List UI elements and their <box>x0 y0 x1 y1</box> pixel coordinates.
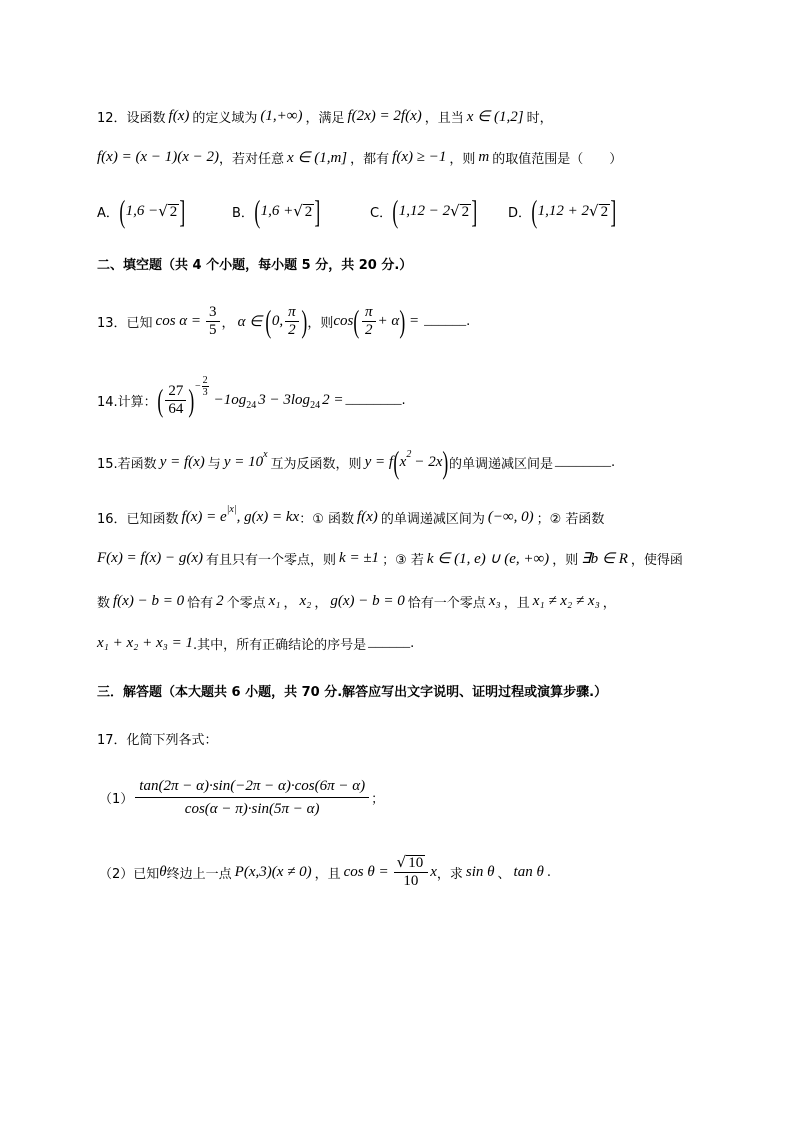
q12-option-b <box>232 191 321 231</box>
q12-math-3: f(2x) = 2f(x) <box>347 107 422 124</box>
answer-blank: ________ <box>555 454 612 469</box>
q13-end: . <box>466 313 471 329</box>
q15-math-3: y = f <box>364 453 394 470</box>
q13-text-2: ， <box>221 315 235 331</box>
q12-math-6: x ∈ (1,m] <box>287 149 348 166</box>
open-bracket: ( <box>119 193 126 229</box>
part-math-4: x <box>430 863 437 880</box>
numerator: tan(2π − α)·sin(−2π − α)·cos(6π − α) <box>135 775 369 798</box>
part-math-2: P(x,3)(x ≠ 0) <box>234 863 312 880</box>
numerator: 27 <box>165 383 186 401</box>
part-text-4: ，求 <box>436 866 463 882</box>
part-math-6: tan θ <box>513 863 544 880</box>
fraction-pi-2 <box>362 304 376 339</box>
q12-line-2 <box>97 137 622 177</box>
q16-line-3 <box>97 581 616 621</box>
open-paren: ( <box>157 382 163 418</box>
q16-text-15: ，且 <box>503 595 530 611</box>
denominator: 2 <box>365 321 373 338</box>
q16-math-14: x₃ <box>488 592 501 609</box>
close-bracket: ] <box>179 193 186 229</box>
q13-text-3: ，则 <box>307 315 334 331</box>
radicand: 2 <box>600 203 609 220</box>
answer-blank: ______ <box>424 313 467 328</box>
q17-part-2 <box>99 852 551 892</box>
q12-math-1: f(x) <box>168 107 190 124</box>
option-body: 1,12 − 2 <box>398 202 451 219</box>
q13-text-1: 13．已知 <box>97 315 153 331</box>
open-paren: ( <box>353 303 360 339</box>
q16-text-8: ，使得函 <box>630 552 683 568</box>
q16-text-4: ；② 若函数 <box>536 511 605 527</box>
q14-line <box>97 374 406 420</box>
section-3-heading <box>97 670 607 710</box>
open-bracket: ( <box>392 193 399 229</box>
numerator: π <box>285 304 299 322</box>
fraction-27-64 <box>165 383 186 418</box>
q12-text-9: 的取值范围是（ ） <box>492 151 623 167</box>
part-end: ； <box>371 791 385 807</box>
q12-math-7: f(x) ≥ −1 <box>392 148 447 165</box>
q12-text-6: ，若对任意 <box>218 151 284 167</box>
q16-text-1: 16．已知函数 <box>97 511 179 527</box>
q15-line <box>97 442 615 482</box>
denominator: 5 <box>209 321 217 338</box>
part-text-5: 、 <box>497 866 511 882</box>
q17-part-1 <box>99 777 384 817</box>
section-3-title: 三．解答题（本大题共 6 小题，共 70 分.解答应写出文字说明、证明过程或演算步骤.） <box>97 684 608 700</box>
numerator: π <box>362 304 376 322</box>
q16-math-1: f(x) = e <box>181 508 227 525</box>
option-label: D． <box>508 205 532 221</box>
close-paren: ) <box>188 382 195 418</box>
q15-end: . <box>611 454 616 470</box>
denominator: 10 <box>403 873 419 889</box>
radicand: 10 <box>408 855 424 871</box>
section-2-heading <box>97 243 412 283</box>
sqrt <box>450 203 471 220</box>
q15-text-3: 互为反函数，则 <box>270 456 362 472</box>
part-label: （1） <box>99 791 134 807</box>
q16-text-3: 的单调递减区间为 <box>380 511 485 527</box>
q13-math-2: α ∈ <box>237 313 263 330</box>
q16-math-2: , g(x) = kx <box>236 508 300 525</box>
q14-text-1: 14.计算： <box>97 394 157 410</box>
q17-title-line <box>97 718 218 758</box>
q15-text-4: 的单调递减区间是 <box>449 456 554 472</box>
q16-math-6: k = ±1 <box>339 549 380 566</box>
q16-text-5: 有且只有一个零点，则 <box>206 552 337 568</box>
q16-math-7: k ∈ (1, e) ∪ (e, +∞) <box>426 550 550 567</box>
close-paren: ) <box>442 444 449 480</box>
close-bracket: ] <box>610 193 617 229</box>
exponent <box>195 375 210 398</box>
radicand: 2 <box>461 203 470 220</box>
option-label: A． <box>97 205 119 221</box>
q13-math-1: cos α = <box>155 312 202 329</box>
part-text-2: 终边上一点 <box>166 866 232 882</box>
radicand: 2 <box>304 203 313 220</box>
sqrt <box>158 203 179 220</box>
q12-text-2: 的定义域为 <box>192 110 258 126</box>
part-end: . <box>546 864 551 880</box>
open-paren: ( <box>393 444 400 480</box>
q16-text-13: ， <box>314 595 328 611</box>
q15-math-4: x <box>399 453 407 470</box>
log-base: 24 <box>246 399 257 411</box>
radical-sign: √ <box>450 201 460 220</box>
q12-text-8: ，则 <box>449 151 476 167</box>
log-base: 24 <box>310 399 321 411</box>
numerator: 2 <box>202 374 208 386</box>
exponent: x <box>263 448 268 460</box>
open-bracket: ( <box>531 193 538 229</box>
fraction-pi-2 <box>285 304 299 339</box>
option-label: B． <box>232 205 254 221</box>
sqrt <box>589 203 610 220</box>
q16-math-3: f(x) <box>356 508 378 525</box>
fraction-3-5 <box>206 304 220 339</box>
numerator: 3 <box>206 304 220 322</box>
radical-sign: √ <box>396 853 407 871</box>
q16-end: . <box>410 635 415 651</box>
q16-text-6: ；③ 若 <box>382 552 424 568</box>
close-bracket: ] <box>314 193 321 229</box>
q15-math-1: y = f(x) <box>159 453 205 470</box>
sqrt <box>293 203 314 220</box>
numerator <box>394 854 429 873</box>
q16-text-10: 恰有 <box>187 595 214 611</box>
part-math-1: θ <box>159 863 167 880</box>
radical-sign: √ <box>158 201 168 220</box>
trig-fraction <box>135 775 369 820</box>
answer-blank: ________ <box>345 392 402 407</box>
q17-title: 17．化简下列各式： <box>97 732 218 748</box>
part-math-3: cos θ = <box>343 863 389 880</box>
q16-text-17: .其中，所有正确结论的序号是 <box>192 637 367 653</box>
q16-line-2 <box>97 538 683 578</box>
q12-text-1: 12．设函数 <box>97 110 166 126</box>
q13-line <box>97 301 470 341</box>
q16-math-11: x₁ <box>268 592 281 609</box>
q16-math-4: (−∞, 0) <box>487 508 534 525</box>
q16-text-7: ，则 <box>552 552 579 568</box>
q16-text-12: ， <box>283 595 297 611</box>
radical-sign: √ <box>293 201 303 220</box>
option-body: 1,6 + <box>260 202 294 219</box>
q12-math-8: m <box>478 148 490 165</box>
q15-math-5: − 2x <box>414 453 443 470</box>
q14-math-3: 2 = <box>322 391 344 408</box>
answer-blank: ______ <box>368 635 411 650</box>
section-2-title: 二、填空题（共 4 个小题，每小题 5 分，共 20 分.） <box>97 257 413 273</box>
q16-text-2: ：① 函数 <box>299 511 354 527</box>
q14-math-1: −1og <box>213 391 247 408</box>
radical-sign: √ <box>589 201 599 220</box>
q16-math-13: g(x) − b = 0 <box>330 592 405 609</box>
close-paren: ) <box>301 303 307 339</box>
q16-text-9: 数 <box>97 595 111 611</box>
exponent: 2 <box>406 448 412 460</box>
q16-line-4 <box>97 623 414 663</box>
q12-math-5: f(x) = (x − 1)(x − 2) <box>97 148 219 165</box>
q16-math-9: f(x) − b = 0 <box>113 592 185 609</box>
q12-text-3: ，满足 <box>305 110 345 126</box>
q12-line-1 <box>97 96 553 136</box>
denominator: 3 <box>202 386 208 398</box>
part-math-5: sin θ <box>465 863 495 880</box>
q16-text-16: ， <box>602 595 616 611</box>
denominator: 64 <box>168 400 184 417</box>
q14-math-2: 3 − 3log <box>258 391 311 408</box>
q13-math-5: + α <box>377 312 400 329</box>
sqrt10-over-10-fraction <box>394 854 429 890</box>
q12-text-7: ，都有 <box>350 151 390 167</box>
q12-math-2: (1,+∞) <box>260 107 303 124</box>
open-bracket: ( <box>254 193 261 229</box>
q13-math-4: cos <box>333 312 354 329</box>
option-label: C． <box>370 205 393 221</box>
q16-math-5: F(x) = f(x) − g(x) <box>97 549 204 566</box>
sqrt <box>397 854 426 871</box>
q16-math-16: x₁ + x₂ + x₃ = 1 <box>97 634 193 651</box>
option-body: 1,6 − <box>125 202 159 219</box>
q13-math-3: 0, <box>271 312 284 329</box>
q15-math-2: y = 10 <box>223 453 264 470</box>
q12-option-a <box>97 191 186 231</box>
q16-math-15: x₁ ≠ x₂ ≠ x₃ <box>532 592 600 609</box>
q12-option-d <box>508 191 617 231</box>
part-text-1: （2）已知 <box>99 866 160 882</box>
denominator: 2 <box>288 321 296 338</box>
q16-text-14: 恰有一个零点 <box>407 595 486 611</box>
close-bracket: ] <box>471 193 478 229</box>
exponent-fraction <box>202 375 209 398</box>
q12-text-5: 时， <box>526 110 553 126</box>
open-paren: ( <box>265 303 272 339</box>
q14-end: . <box>401 392 406 408</box>
q12-text-4: ，且当 <box>424 110 464 126</box>
q12-option-c <box>370 191 478 231</box>
exponent-sign: − <box>195 380 201 392</box>
q15-text-1: 15.若函数 <box>97 456 157 472</box>
q13-math-6: = <box>408 312 420 329</box>
radicand: 2 <box>169 203 178 220</box>
q15-text-2: 与 <box>207 456 221 472</box>
q16-math-12: x₂ <box>299 592 312 609</box>
close-paren: ) <box>399 303 406 339</box>
option-body: 1,12 + 2 <box>537 202 590 219</box>
q16-math-8: ∃b ∈ R <box>581 550 628 567</box>
part-text-3: ，且 <box>314 866 341 882</box>
exponent: |x| <box>226 503 237 515</box>
q16-line-1 <box>97 497 604 537</box>
q16-math-10: 2 <box>216 592 224 609</box>
denominator: cos(α − π)·sin(5π − α) <box>184 800 320 817</box>
q16-text-11: 个零点 <box>226 595 266 611</box>
q12-math-4: x ∈ (1,2] <box>466 108 524 125</box>
